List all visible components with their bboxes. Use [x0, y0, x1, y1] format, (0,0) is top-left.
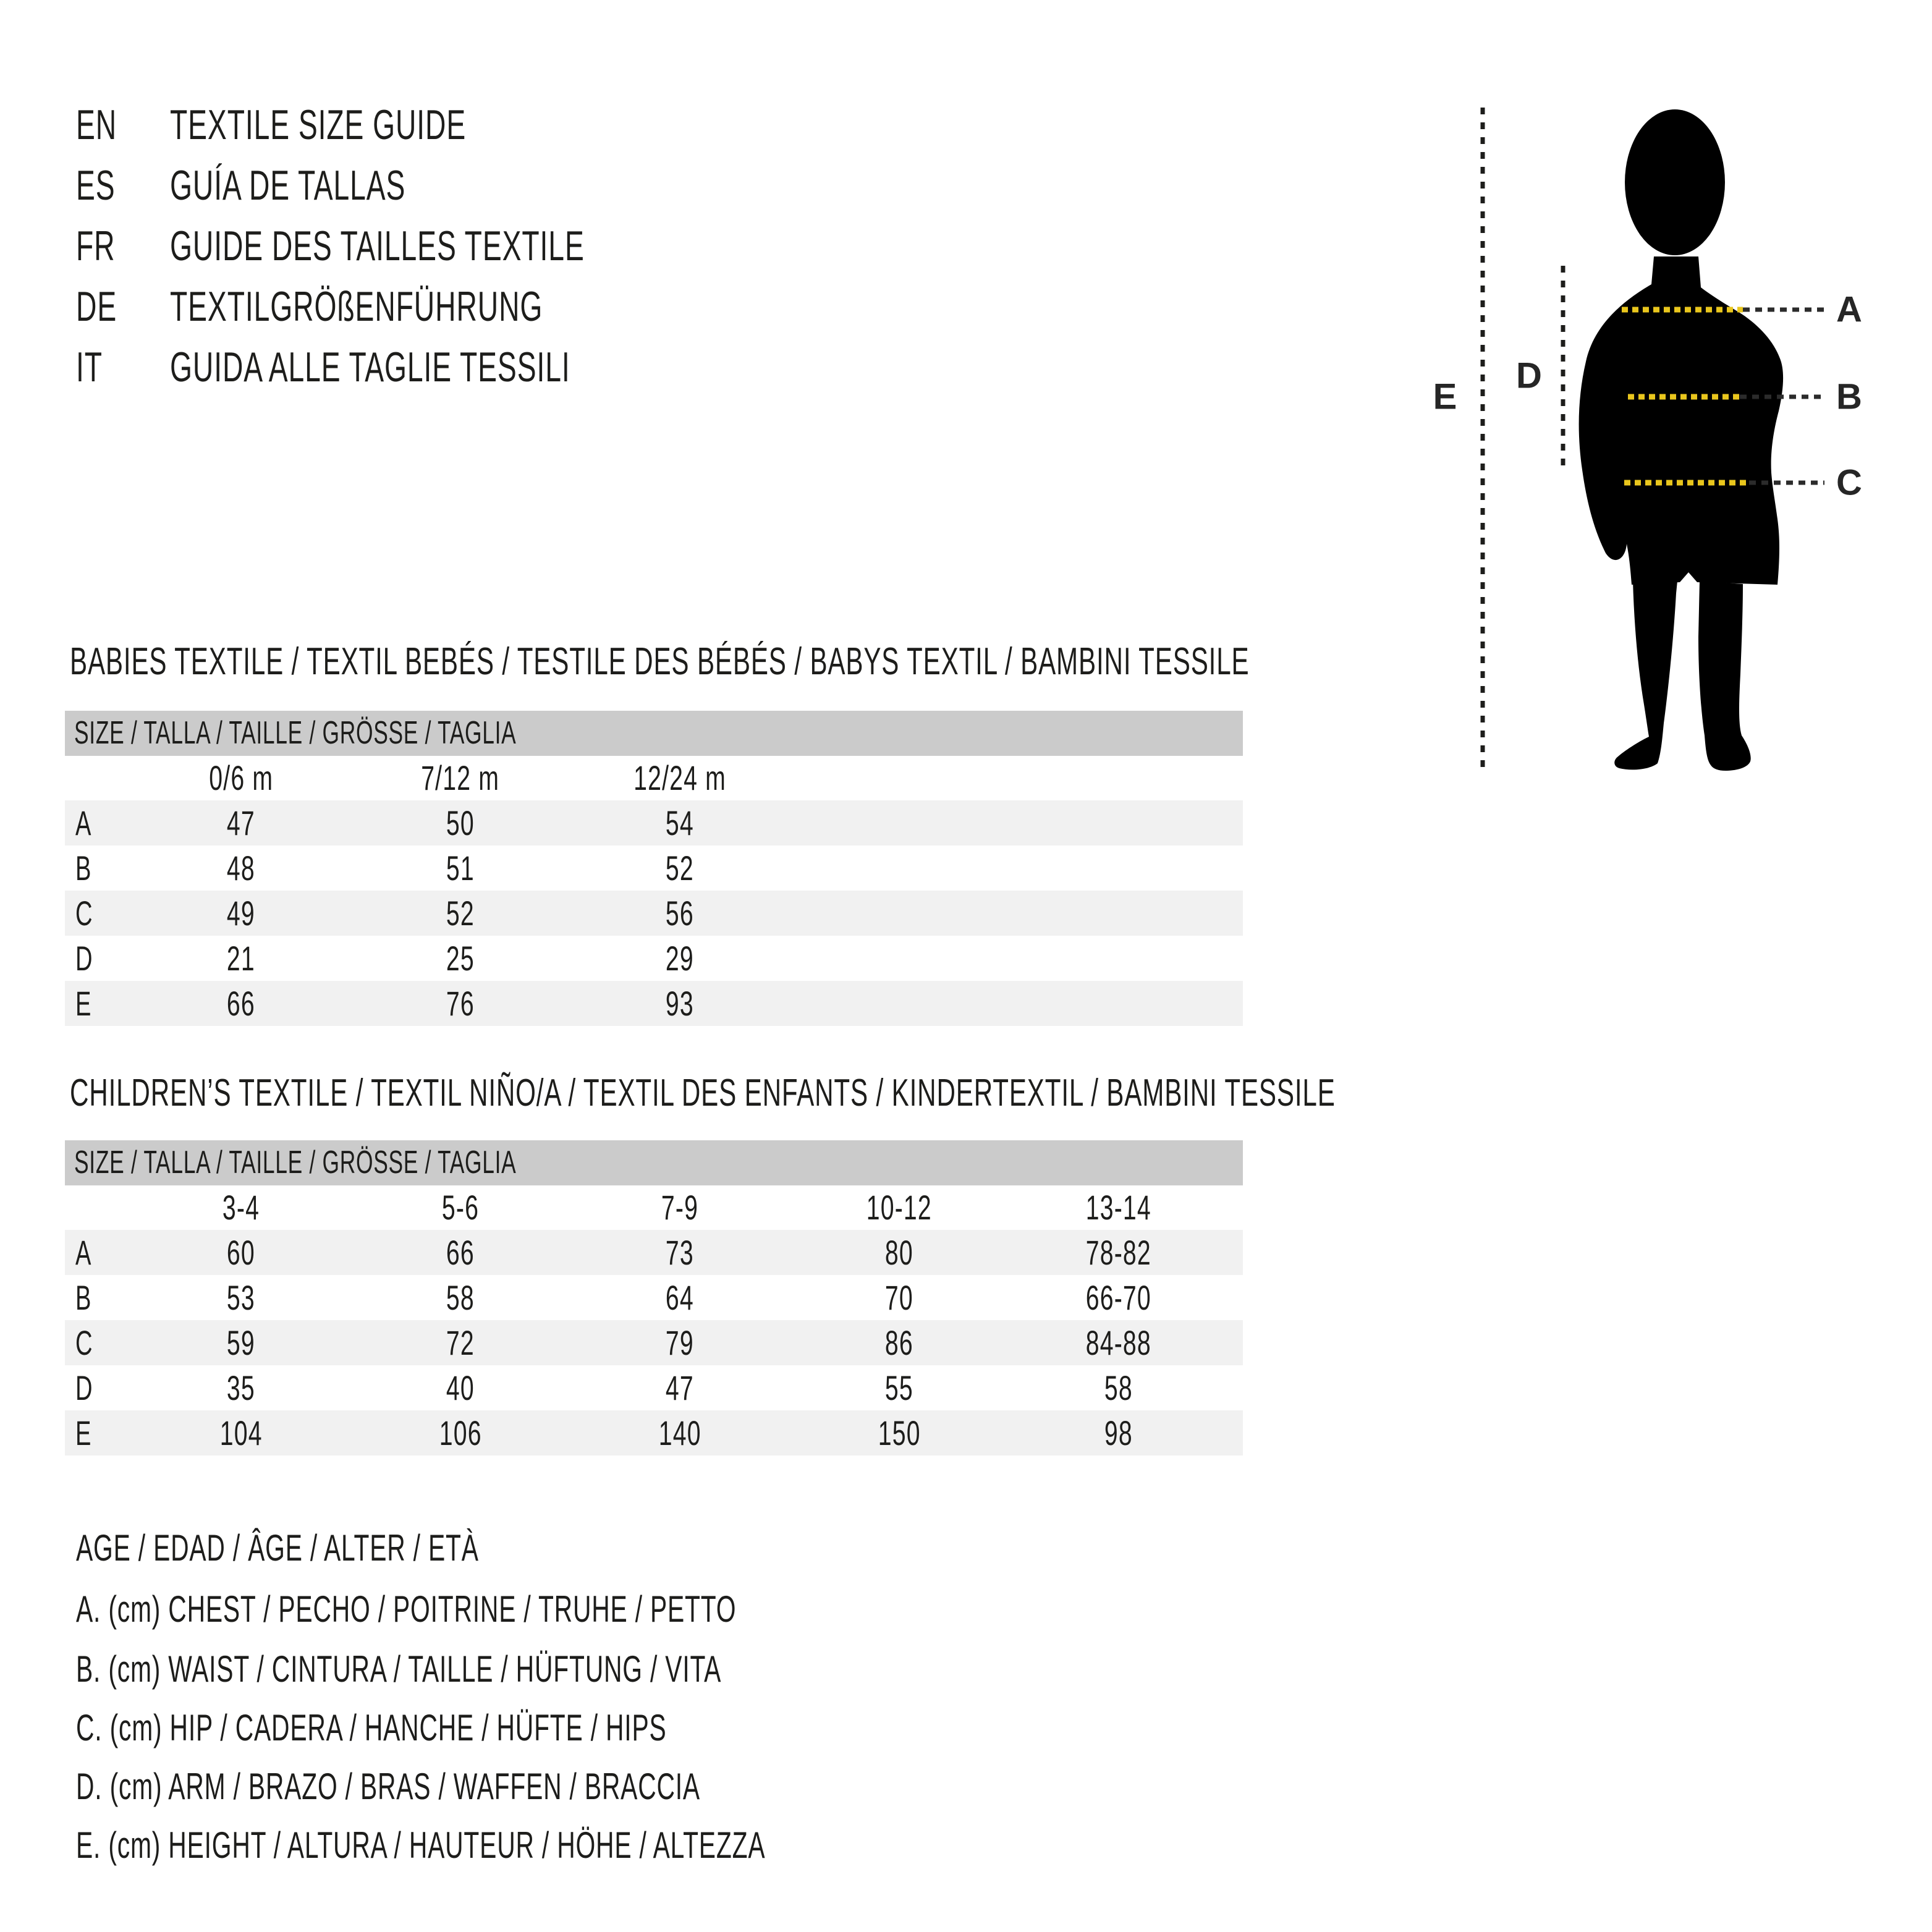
value-cell-label: 52 — [446, 894, 475, 933]
value-cell — [587, 800, 773, 845]
value-cell-label: 40 — [446, 1368, 475, 1407]
value-cell-label: 52 — [666, 849, 694, 888]
value-cell — [587, 981, 773, 1026]
value-cell — [807, 1230, 992, 1275]
row-label — [75, 936, 101, 981]
label-e: E — [1433, 376, 1457, 417]
value-cell-label: 59 — [227, 1323, 255, 1362]
row-label — [75, 1275, 99, 1320]
children-section-heading: CHILDREN’S TEXTILE / TEXTIL NIÑO/A / TEXTIL DES ENFANTS / KINDERTEXTIL / BAMBINI TESSILE — [70, 1072, 1336, 1114]
language-title-label: GUIDE DES TAILLES TEXTILE — [170, 222, 585, 269]
value-cell-label: 66 — [227, 984, 255, 1023]
label-a: A — [1836, 289, 1862, 330]
column-header — [368, 756, 553, 800]
language-code — [76, 100, 136, 150]
value-cell-label: 25 — [446, 939, 475, 978]
legend-row-2 — [76, 1645, 1312, 1694]
value-cell-label: 104 — [219, 1413, 263, 1452]
column-header — [1026, 1185, 1211, 1230]
value-cell — [587, 845, 773, 891]
legend-row-4 — [76, 1762, 1312, 1811]
column-header-row — [65, 1185, 1243, 1230]
row-label-label: E — [75, 1413, 92, 1452]
language-title — [170, 100, 606, 150]
value-cell — [587, 1230, 773, 1275]
value-cell-label: 86 — [885, 1323, 913, 1362]
legend-row-0-label: AGE / EDAD / ÂGE / ALTER / ETÀ — [76, 1527, 479, 1569]
value-cell — [1026, 1365, 1211, 1410]
value-cell — [368, 936, 553, 981]
value-cell-label: 48 — [227, 849, 255, 888]
row-label — [75, 845, 99, 891]
row-label — [75, 981, 99, 1026]
value-cell — [148, 1320, 334, 1365]
value-cell — [148, 1230, 334, 1275]
value-cell-label: 55 — [885, 1368, 913, 1407]
column-header — [148, 756, 334, 800]
value-cell — [807, 1365, 992, 1410]
row-label-label: C — [75, 1323, 93, 1362]
value-cell-label: 49 — [227, 894, 255, 933]
value-cell — [1026, 1230, 1211, 1275]
language-title-label: TEXTILGRÖßENFÜHRUNG — [170, 283, 543, 330]
value-cell-label: 93 — [666, 984, 694, 1023]
language-code-label: ES — [76, 162, 116, 209]
size-header-bar — [65, 711, 1243, 756]
column-header-label: 5-6 — [441, 1188, 480, 1227]
value-cell — [587, 1275, 773, 1320]
column-header-label: 7-9 — [661, 1188, 699, 1227]
value-cell-label: 47 — [666, 1368, 694, 1407]
row-label-label: A — [75, 1233, 92, 1272]
value-cell-label: 73 — [666, 1233, 694, 1272]
babies-section-heading: BABIES TEXTILE / TEXTIL BEBÉS / TESTILE DES BÉBÉS / BABYS TEXTIL / BAMBINI TESSILE — [70, 640, 1250, 683]
language-title-label: TEXTILE SIZE GUIDE — [170, 101, 467, 148]
value-cell — [148, 800, 334, 845]
language-title-label: GUIDA ALLE TAGLIE TESSILI — [170, 344, 570, 391]
table-row-e — [65, 1410, 1243, 1455]
value-cell — [148, 981, 334, 1026]
value-cell — [148, 1275, 334, 1320]
table-row-e — [65, 981, 1243, 1026]
language-code — [76, 161, 133, 210]
language-row-de — [0, 282, 927, 331]
value-cell — [368, 1365, 553, 1410]
row-label-label: C — [75, 894, 93, 933]
value-cell-label: 84-88 — [1085, 1323, 1152, 1362]
legend-row-3-label: C. (cm) HIP / CADERA / HANCHE / HÜFTE / HIPS — [76, 1707, 667, 1748]
value-cell-label: 76 — [446, 984, 475, 1023]
value-cell — [368, 800, 553, 845]
legend-row-4-label: D. (cm) ARM / BRAZO / BRAS / WAFFEN / BRACCIA — [76, 1766, 700, 1807]
label-c: C — [1836, 462, 1862, 503]
value-cell — [587, 936, 773, 981]
value-cell — [148, 891, 334, 936]
language-row-fr — [0, 221, 927, 271]
value-cell — [148, 1410, 334, 1455]
legend-row-5-label: E. (cm) HEIGHT / ALTURA / HAUTEUR / HÖHE / ALTEZZA — [76, 1824, 766, 1866]
row-label-label: B — [75, 1278, 92, 1317]
language-title-label: GUÍA DE TALLAS — [170, 162, 406, 209]
language-title — [170, 221, 779, 271]
value-cell — [587, 1320, 773, 1365]
value-cell — [587, 1410, 773, 1455]
value-cell — [587, 1365, 773, 1410]
value-cell-label: 58 — [1104, 1368, 1133, 1407]
label-b: B — [1836, 376, 1862, 417]
table-row-b — [65, 845, 1243, 891]
column-header — [587, 756, 773, 800]
column-header-label: 12/24 m — [633, 758, 726, 797]
row-label — [75, 891, 101, 936]
row-label-label: D — [75, 939, 93, 978]
language-row-en — [0, 100, 927, 150]
row-label — [75, 1365, 101, 1410]
value-cell-label: 150 — [878, 1413, 921, 1452]
value-cell-label: 106 — [439, 1413, 482, 1452]
language-code — [76, 221, 133, 271]
value-cell-label: 29 — [666, 939, 694, 978]
value-cell — [148, 1365, 334, 1410]
column-header-label: 7/12 m — [421, 758, 500, 797]
row-label — [75, 1320, 101, 1365]
row-label-label: B — [75, 849, 92, 888]
value-cell — [368, 1410, 553, 1455]
value-cell — [807, 1275, 992, 1320]
row-label — [75, 1230, 99, 1275]
value-cell-label: 72 — [446, 1323, 475, 1362]
row-label-label: A — [75, 803, 92, 842]
value-cell-label: 64 — [666, 1278, 694, 1317]
language-title — [170, 342, 758, 392]
row-label-label: E — [75, 984, 92, 1023]
value-cell-label: 60 — [227, 1233, 255, 1272]
value-cell — [148, 845, 334, 891]
table-row-c — [65, 1320, 1243, 1365]
table-row-d — [65, 1365, 1243, 1410]
value-cell — [807, 1320, 992, 1365]
value-cell-label: 66-70 — [1085, 1278, 1152, 1317]
value-cell — [368, 981, 553, 1026]
value-cell-label: 50 — [446, 803, 475, 842]
column-header-label: 13-14 — [1085, 1188, 1152, 1227]
label-d: D — [1516, 355, 1542, 396]
language-code-label: IT — [76, 344, 103, 391]
column-header — [587, 1185, 773, 1230]
value-cell — [807, 1410, 992, 1455]
language-title — [170, 282, 718, 331]
table-row-a — [65, 1230, 1243, 1275]
value-cell — [368, 845, 553, 891]
legend-row-5 — [76, 1821, 1312, 1870]
table-row-b — [65, 1275, 1243, 1320]
language-code-label: DE — [76, 283, 117, 330]
value-cell-label: 140 — [658, 1413, 701, 1452]
column-header-row — [65, 756, 1243, 800]
value-cell-label: 78-82 — [1085, 1233, 1152, 1272]
size-header-bar — [65, 1140, 1243, 1185]
language-code — [76, 282, 136, 331]
value-cell-label: 56 — [666, 894, 694, 933]
table-row-c — [65, 891, 1243, 936]
language-row-es — [0, 161, 927, 210]
column-header-label: 0/6 m — [209, 758, 273, 797]
value-cell — [368, 891, 553, 936]
size-header-bar-label: SIZE / TALLA / TAILLE / GRÖSSE / TAGLIA — [74, 715, 517, 751]
legend-row-0 — [76, 1523, 1312, 1573]
value-cell-label: 35 — [227, 1368, 255, 1407]
value-cell-label: 70 — [885, 1278, 913, 1317]
children-size-table — [65, 1140, 1243, 1459]
babies-size-table — [65, 711, 1243, 1026]
size-header-bar-label: SIZE / TALLA / TAILLE / GRÖSSE / TAGLIA — [74, 1145, 517, 1180]
column-header — [368, 1185, 553, 1230]
column-header — [148, 1185, 334, 1230]
table-row-d — [65, 936, 1243, 981]
child-measurement-figure — [1409, 80, 1932, 797]
value-cell-label: 79 — [666, 1323, 694, 1362]
legend-row-1 — [76, 1585, 1312, 1634]
language-title — [170, 161, 517, 210]
column-header-label: 3-4 — [222, 1188, 260, 1227]
value-cell — [368, 1230, 553, 1275]
value-cell-label: 54 — [666, 803, 694, 842]
language-row-it — [0, 342, 927, 392]
value-cell — [1026, 1320, 1211, 1365]
value-cell-label: 53 — [227, 1278, 255, 1317]
row-label-label: D — [75, 1368, 93, 1407]
language-code-label: EN — [76, 101, 117, 148]
value-cell-label: 98 — [1104, 1413, 1133, 1452]
language-code-label: FR — [76, 222, 116, 269]
value-cell-label: 80 — [885, 1233, 913, 1272]
table-row-a — [65, 800, 1243, 845]
value-cell-label: 66 — [446, 1233, 475, 1272]
column-header-label: 10-12 — [866, 1188, 933, 1227]
legend-row-1-label: A. (cm) CHEST / PECHO / POITRINE / TRUHE / PETTO — [76, 1588, 737, 1630]
value-cell-label: 58 — [446, 1278, 475, 1317]
row-label — [75, 800, 99, 845]
value-cell — [587, 891, 773, 936]
value-cell-label: 21 — [227, 939, 255, 978]
legend-row-2-label: B. (cm) WAIST / CINTURA / TAILLE / HÜFTUNG / VITA — [76, 1648, 722, 1690]
value-cell-label: 51 — [446, 849, 475, 888]
value-cell — [1026, 1410, 1211, 1455]
value-cell — [368, 1275, 553, 1320]
value-cell — [148, 936, 334, 981]
value-cell — [368, 1320, 553, 1365]
value-cell — [1026, 1275, 1211, 1320]
column-header — [807, 1185, 992, 1230]
value-cell-label: 47 — [227, 803, 255, 842]
legend-row-3 — [76, 1703, 1312, 1753]
language-code — [76, 342, 115, 392]
row-label — [75, 1410, 99, 1455]
